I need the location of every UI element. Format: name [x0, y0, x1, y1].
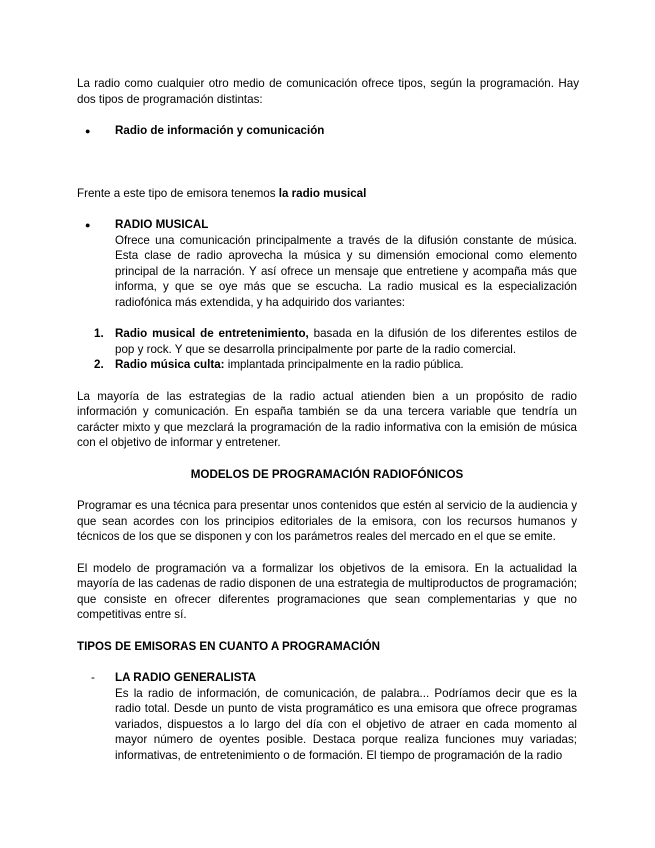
number-marker: 1.: [94, 327, 104, 340]
heading-modelos: MODELOS DE PROGRAMACIÓN RADIOFÓNICOS: [190, 467, 464, 481]
heading-tipos: TIPOS DE EMISORAS EN CUANTO A PROGRAMACIÓN: [77, 639, 380, 653]
bullet-label: Radio de información y comunicación: [115, 124, 325, 137]
generalista-title: LA RADIO GENERALISTA: [115, 671, 257, 684]
generalista-body: Es la radio de información, de comunicación, de palabra... Podríamos decir que es la radio total. Desde un punto de vista programático es una emisora que ofrece programas variados, dispuestos a lo largo del día con el objetivo de atraer en cada momento al mayor número de oyentes posible. Destaca porque realiza funciones muy variadas; informativas, de entretenimiento o de formación. El tiempo de programación de la radio: [115, 686, 577, 762]
frente-paragraph: [77, 186, 577, 202]
dash-marker: -: [91, 671, 95, 684]
modelo-paragraph: El modelo de programación va a formalizar los objetivos de la emisora. En la actualidad la mayoría de las cadenas de radio disponen de una estrategia de multiproductos de programación; que consiste en ofrecer diferentes programaciones que sean complementarias y que no competitivas entre sí.: [77, 561, 577, 621]
bullet-icon: ●: [85, 220, 91, 230]
numbered-item-text: implantada principalmente en la radio pública.: [224, 358, 464, 371]
bullet-icon: ●: [85, 126, 91, 136]
radio-musical-body: Ofrece una comunicación principalmente a través de la difusión constante de música. Esta clase de radio aprovecha la música y su dimensión emocional como elemento principal de la narración. Y así ofrece un mensaje que entretiene y acompaña más que informa, y que se oye más que se escucha. La radio musical es la especialización radiofónica más extendida, y ha adquirido dos variantes:: [115, 233, 577, 309]
numbered-list: [77, 326, 577, 373]
frente-prefix: Frente a este tipo de emisora tenemos: [77, 186, 279, 200]
radio-musical-title: RADIO MUSICAL: [115, 218, 209, 231]
dash-item-generalista: [77, 670, 577, 763]
programar-paragraph: Programar es una técnica para presentar unos contenidos que estén al servicio de la audiencia y que sean acordes con los principios editoriales de la emisora, con los recursos humanos y técnicos de los que se disponen y con los parámetros reales del mercado en el que se emite.: [77, 499, 577, 543]
document-page: [77, 76, 577, 763]
numbered-item-2: [77, 357, 577, 373]
numbered-item-bold: Radio musical de entretenimiento,: [115, 327, 309, 340]
bullet-item-informacion: [77, 123, 577, 139]
mayoria-paragraph: La mayoría de las estrategias de la radio actual atienden bien a un propósito de radio información y comunicación. En españa también se da una tercera variable que tendría un carácter mixto y que mezclará la programación de la radio informativa con la emisión de música con el objetivo de informar y entretener.: [77, 389, 577, 449]
numbered-item-text: basada en la difusión de los diferentes estilos de pop y rock. Y que se desarrolla principalmente por parte de la radio comercial.: [115, 327, 577, 356]
numbered-item-bold: Radio música culta:: [115, 358, 225, 371]
intro-paragraph: La radio como cualquier otro medio de comunicación ofrece tipos, según la programación. Hay dos tipos de programación distintas:: [77, 77, 579, 106]
frente-bold: la radio musical: [278, 186, 367, 200]
number-marker: 2.: [94, 358, 104, 371]
bullet-item-radio-musical: [77, 217, 577, 310]
numbered-item-1: [77, 326, 577, 357]
